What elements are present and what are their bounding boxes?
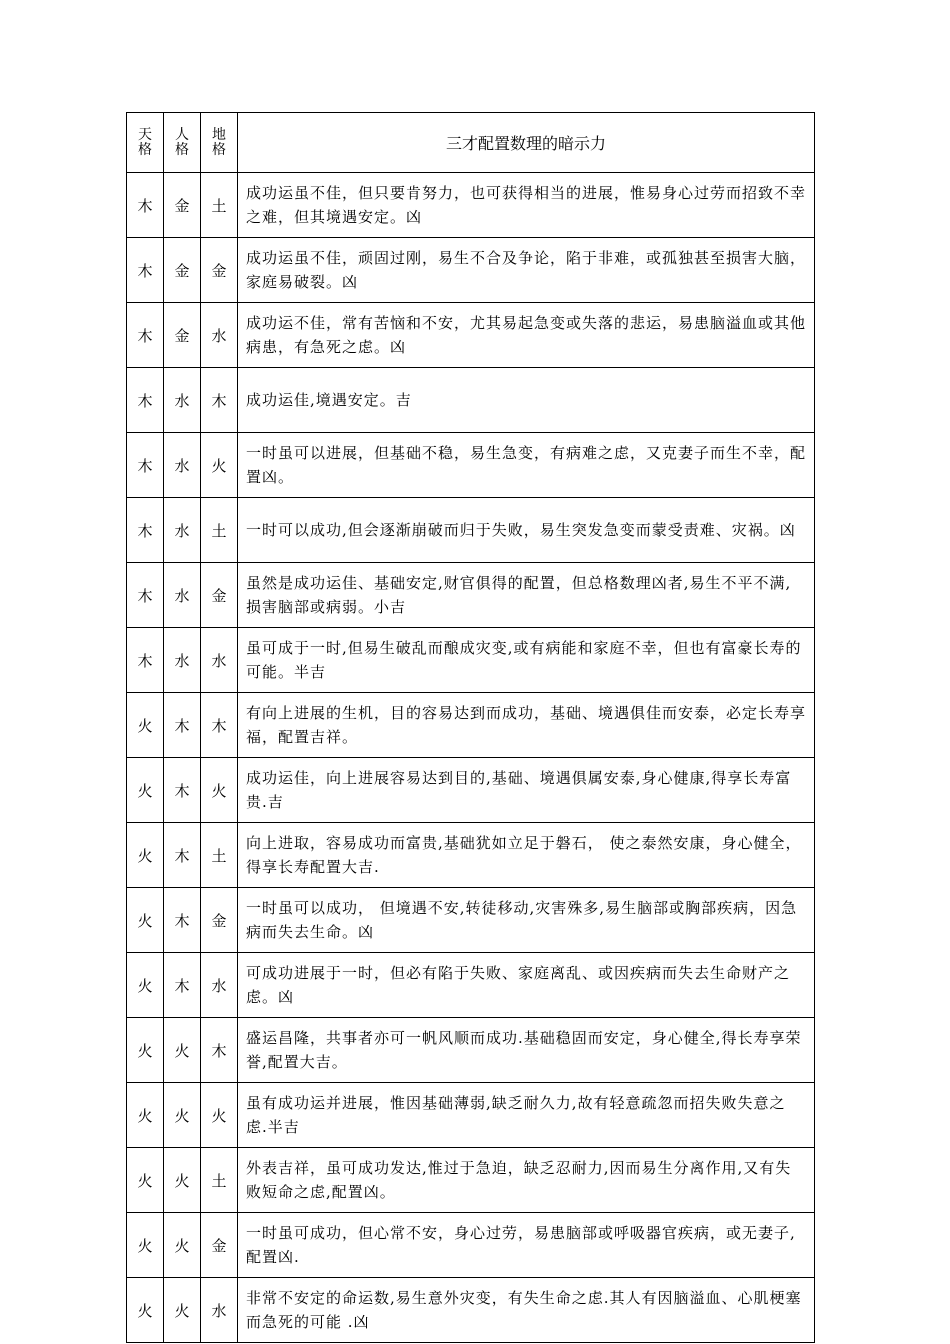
cell-ren-ge: 金 xyxy=(164,238,201,303)
cell-tian-ge: 木 xyxy=(127,368,164,433)
table-header-row xyxy=(127,113,815,173)
sancai-table xyxy=(126,112,815,1343)
table-row xyxy=(127,433,815,498)
table-row xyxy=(127,498,815,563)
cell-ren-ge: 火 xyxy=(164,1148,201,1213)
cell-di-ge: 火 xyxy=(201,1083,238,1148)
cell-tian-ge: 火 xyxy=(127,1148,164,1213)
table-row xyxy=(127,563,815,628)
header-title: 三才配置数理的暗示力 xyxy=(238,113,815,173)
table-row xyxy=(127,888,815,953)
cell-ren-ge: 金 xyxy=(164,173,201,238)
cell-ren-ge: 火 xyxy=(164,1278,201,1343)
cell-di-ge: 木 xyxy=(201,1018,238,1083)
cell-di-ge: 土 xyxy=(201,173,238,238)
cell-description: 虽然是成功运佳、基础安定,财官俱得的配置，但总格数理凶者,易生不平不满,损害脑部或病弱。小吉 xyxy=(238,563,815,628)
cell-di-ge: 土 xyxy=(201,823,238,888)
cell-di-ge: 木 xyxy=(201,693,238,758)
cell-ren-ge: 木 xyxy=(164,888,201,953)
cell-description: 可成功进展于一时，但必有陷于失败、家庭离乱、或因疾病而失去生命财产之虑。凶 xyxy=(238,953,815,1018)
table-row xyxy=(127,1148,815,1213)
cell-description: 一时虽可成功，但心常不安，身心过劳，易患脑部或呼吸器官疾病，或无妻子,配置凶. xyxy=(238,1213,815,1278)
cell-tian-ge: 火 xyxy=(127,1278,164,1343)
table-row xyxy=(127,238,815,303)
cell-di-ge: 金 xyxy=(201,1213,238,1278)
cell-description: 一时虽可以成功， 但境遇不安,转徒移动,灾害殊多,易生脑部或胸部疾病，因急病而失去生命。凶 xyxy=(238,888,815,953)
table-body xyxy=(127,173,815,1343)
cell-tian-ge: 木 xyxy=(127,433,164,498)
cell-tian-ge: 火 xyxy=(127,1213,164,1278)
cell-tian-ge: 火 xyxy=(127,953,164,1018)
cell-di-ge: 土 xyxy=(201,1148,238,1213)
table-row xyxy=(127,953,815,1018)
cell-description: 非常不安定的命运数,易生意外灾变，有失生命之虑.其人有因脑溢血、心肌梗塞而急死的可能 .凶 xyxy=(238,1278,815,1343)
cell-ren-ge: 水 xyxy=(164,433,201,498)
header-ren-ge: 人 格 xyxy=(164,113,201,173)
cell-description: 一时虽可以进展，但基础不稳，易生急变，有病难之虑，又克妻子而生不幸，配置凶。 xyxy=(238,433,815,498)
table-row xyxy=(127,1018,815,1083)
header-tian-ge: 天 格 xyxy=(127,113,164,173)
cell-description: 成功运虽不佳，顽固过刚，易生不合及争论，陷于非难，或孤独甚至损害大脑，家庭易破裂。凶 xyxy=(238,238,815,303)
table-row xyxy=(127,1213,815,1278)
cell-tian-ge: 火 xyxy=(127,1018,164,1083)
cell-tian-ge: 木 xyxy=(127,628,164,693)
cell-ren-ge: 火 xyxy=(164,1083,201,1148)
table-row xyxy=(127,1278,815,1343)
cell-tian-ge: 木 xyxy=(127,563,164,628)
table-row xyxy=(127,628,815,693)
header-di-ge: 地 格 xyxy=(201,113,238,173)
cell-tian-ge: 木 xyxy=(127,238,164,303)
cell-di-ge: 水 xyxy=(201,1278,238,1343)
table-row xyxy=(127,693,815,758)
cell-ren-ge: 水 xyxy=(164,563,201,628)
cell-di-ge: 金 xyxy=(201,238,238,303)
cell-ren-ge: 水 xyxy=(164,628,201,693)
cell-ren-ge: 水 xyxy=(164,498,201,563)
cell-description: 成功运佳，向上进展容易达到目的,基础、境遇俱属安泰,身心健康,得享长寿富贵.吉 xyxy=(238,758,815,823)
cell-di-ge: 水 xyxy=(201,303,238,368)
cell-di-ge: 金 xyxy=(201,888,238,953)
cell-description: 向上进取，容易成功而富贵,基础犹如立足于磐石， 使之泰然安康，身心健全，得享长寿配置大吉. xyxy=(238,823,815,888)
cell-tian-ge: 火 xyxy=(127,758,164,823)
cell-description: 虽可成于一时,但易生破乱而酿成灾变,或有病能和家庭不幸，但也有富豪长寿的可能。半吉 xyxy=(238,628,815,693)
cell-tian-ge: 火 xyxy=(127,1083,164,1148)
cell-di-ge: 金 xyxy=(201,563,238,628)
cell-ren-ge: 火 xyxy=(164,1018,201,1083)
cell-description: 外表吉祥，虽可成功发达,惟过于急迫，缺乏忍耐力,因而易生分离作用,又有失败短命之虑,配置凶。 xyxy=(238,1148,815,1213)
cell-tian-ge: 火 xyxy=(127,693,164,758)
cell-di-ge: 火 xyxy=(201,758,238,823)
cell-description: 成功运虽不佳，但只要肯努力，也可获得相当的进展，惟易身心过劳而招致不幸之难，但其境遇安定。凶 xyxy=(238,173,815,238)
cell-tian-ge: 木 xyxy=(127,173,164,238)
cell-tian-ge: 木 xyxy=(127,303,164,368)
cell-di-ge: 火 xyxy=(201,433,238,498)
cell-ren-ge: 金 xyxy=(164,303,201,368)
table-row xyxy=(127,758,815,823)
table-row xyxy=(127,823,815,888)
cell-ren-ge: 木 xyxy=(164,953,201,1018)
cell-ren-ge: 火 xyxy=(164,1213,201,1278)
cell-description: 有向上进展的生机，目的容易达到而成功，基础、境遇俱佳而安泰，必定长寿享福，配置吉祥。 xyxy=(238,693,815,758)
cell-description: 成功运不佳，常有苦恼和不安，尤其易起急变或失落的悲运，易患脑溢血或其他病患，有急死之虑。凶 xyxy=(238,303,815,368)
cell-description: 虽有成功运并进展，惟因基础薄弱,缺乏耐久力,故有轻意疏忽而招失败失意之虑.半吉 xyxy=(238,1083,815,1148)
cell-di-ge: 木 xyxy=(201,368,238,433)
cell-di-ge: 水 xyxy=(201,628,238,693)
cell-ren-ge: 水 xyxy=(164,368,201,433)
table-row xyxy=(127,1083,815,1148)
table-row xyxy=(127,303,815,368)
cell-ren-ge: 木 xyxy=(164,758,201,823)
table-row xyxy=(127,368,815,433)
cell-tian-ge: 木 xyxy=(127,498,164,563)
table-row xyxy=(127,173,815,238)
cell-description: 盛运昌隆，共事者亦可一帆风顺而成功.基础稳固而安定，身心健全,得长寿享荣誉,配置大吉。 xyxy=(238,1018,815,1083)
cell-ren-ge: 木 xyxy=(164,823,201,888)
cell-description: 成功运佳,境遇安定。吉 xyxy=(238,368,815,433)
cell-description: 一时可以成功,但会逐渐崩破而归于失败，易生突发急变而蒙受责难、灾祸。凶 xyxy=(238,498,815,563)
cell-ren-ge: 木 xyxy=(164,693,201,758)
cell-di-ge: 水 xyxy=(201,953,238,1018)
cell-tian-ge: 火 xyxy=(127,888,164,953)
cell-tian-ge: 火 xyxy=(127,823,164,888)
cell-di-ge: 土 xyxy=(201,498,238,563)
